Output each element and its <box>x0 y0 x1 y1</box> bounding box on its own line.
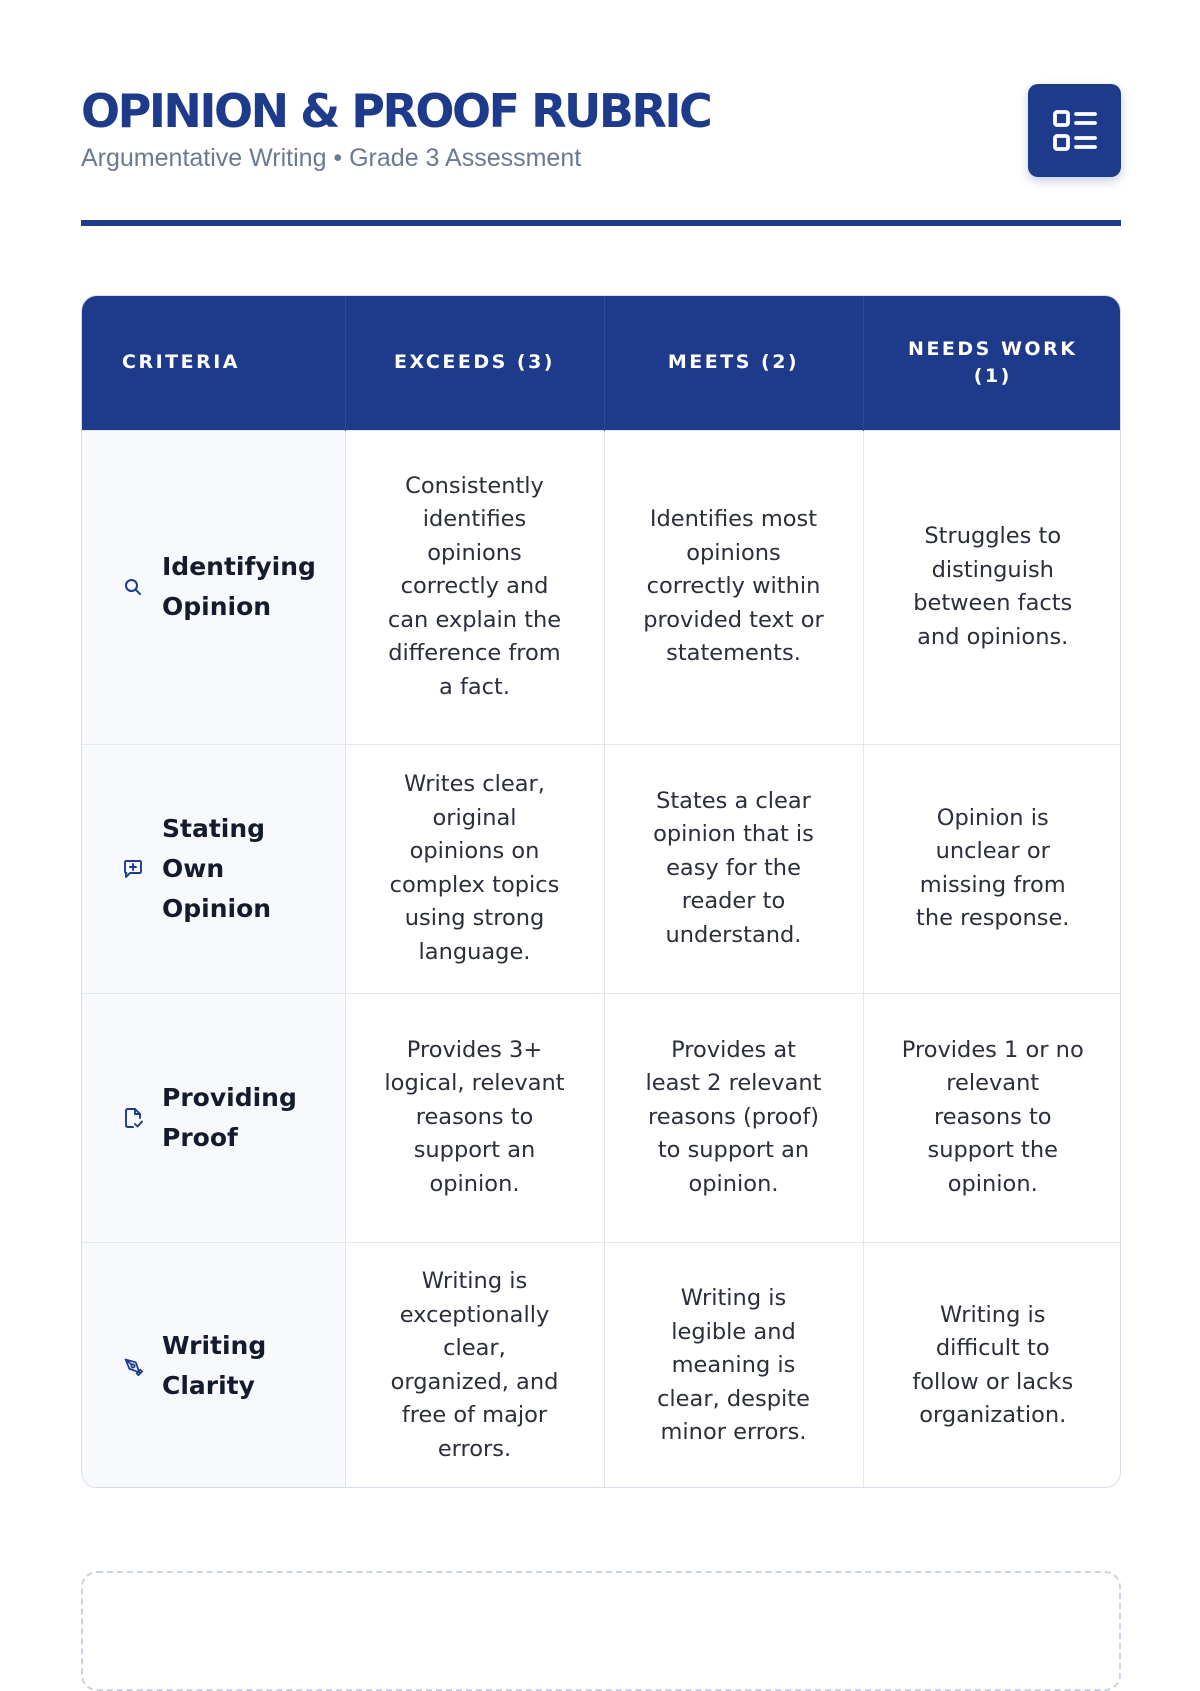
criteria-label: Identifying Opinion <box>162 552 316 621</box>
exceeds-cell: Writes clear, original opinions on complex topics using strong language. <box>345 744 604 993</box>
column-header-criteria: CRITERIA <box>82 296 345 430</box>
document-check-icon <box>122 1107 144 1129</box>
table-row <box>82 430 1121 744</box>
criteria-label: Providing Proof <box>162 1082 297 1152</box>
search-icon <box>122 576 144 598</box>
pen-nib-icon <box>122 1355 144 1377</box>
needs-work-cell: Writing is difficult to follow or lacks organization. <box>863 1242 1121 1488</box>
criteria-cell <box>82 430 345 744</box>
speech-bubble-plus-icon <box>122 858 144 880</box>
table-row <box>82 1242 1121 1488</box>
table-row <box>82 744 1121 993</box>
notes-box <box>81 1571 1121 1691</box>
criteria-cell <box>82 744 345 993</box>
page-title: OPINION & PROOF RUBRIC <box>81 84 711 138</box>
page-subtitle: Argumentative Writing • Grade 3 Assessment <box>81 144 582 172</box>
header-divider <box>81 220 1121 226</box>
meets-cell: Writing is legible and meaning is clear, despite minor errors. <box>604 1242 863 1488</box>
meets-cell: States a clear opinion that is easy for the reader to understand. <box>604 744 863 993</box>
table-row <box>82 993 1121 1242</box>
needs-work-cell: Struggles to distinguish between facts and opinions. <box>863 430 1121 744</box>
column-header-meets: MEETS (2) <box>604 296 863 430</box>
table-header-row <box>82 296 1121 430</box>
exceeds-cell: Consistently identifies opinions correctly and can explain the difference from a fact. <box>345 430 604 744</box>
meets-cell: Identifies most opinions correctly within provided text or statements. <box>604 430 863 744</box>
exceeds-cell: Writing is exceptionally clear, organized, and free of major errors. <box>345 1242 604 1488</box>
column-header-needs-work: NEEDS WORK (1) <box>863 296 1121 430</box>
criteria-cell <box>82 993 345 1242</box>
meets-cell: Provides at least 2 relevant reasons (proof) to support an opinion. <box>604 993 863 1242</box>
rubric-list-icon <box>1028 84 1121 177</box>
exceeds-cell: Provides 3+ logical, relevant reasons to support an opinion. <box>345 993 604 1242</box>
criteria-cell <box>82 1242 345 1488</box>
page-header <box>81 84 1121 184</box>
column-header-exceeds: EXCEEDS (3) <box>345 296 604 430</box>
criteria-label: Stating Own Opinion <box>162 813 272 923</box>
rubric-table <box>81 295 1121 1488</box>
criteria-label: Writing Clarity <box>162 1330 267 1400</box>
needs-work-cell: Opinion is unclear or missing from the response. <box>863 744 1121 993</box>
needs-work-cell: Provides 1 or no relevant reasons to support the opinion. <box>863 993 1121 1242</box>
